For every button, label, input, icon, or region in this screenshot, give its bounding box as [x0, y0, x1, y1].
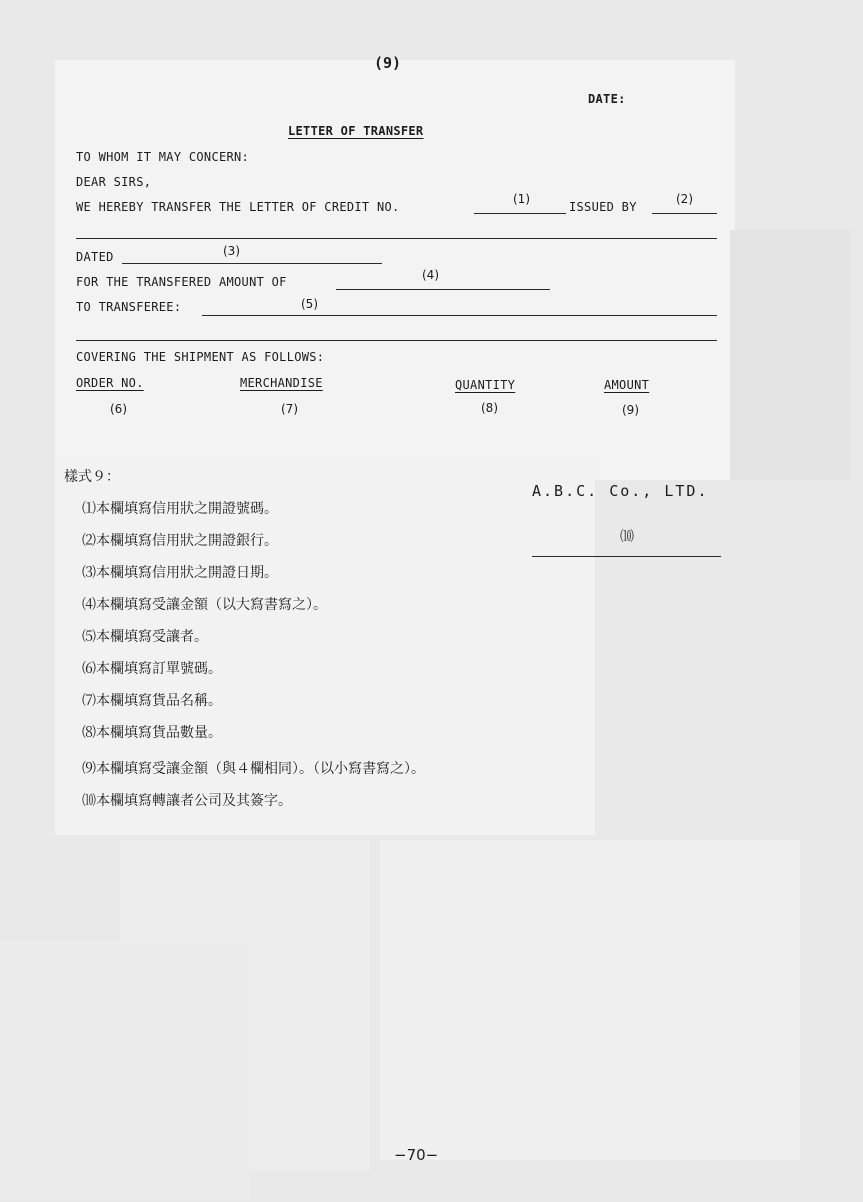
- issuing-bank-field: [652, 213, 717, 214]
- transferee-field-continued: [76, 340, 717, 341]
- date-label: DATE:: [588, 92, 626, 106]
- field-4-marker: (4): [422, 268, 439, 282]
- covering-label: COVERING THE SHIPMENT AS FOLLOWS:: [76, 350, 325, 364]
- dated-field: [122, 263, 382, 264]
- paper-patch: [730, 230, 850, 480]
- field-3-marker: (3): [223, 244, 240, 258]
- transferee-field: [202, 315, 717, 316]
- note-item: ⑼本欄填寫受讓金額（與４欄相同）。（以小寫書寫之）。: [82, 761, 425, 777]
- column-header-merchandise: MERCHANDISE: [240, 376, 323, 390]
- issuing-bank-field-continued: [76, 238, 717, 239]
- paper-patch: [55, 60, 735, 480]
- document-title: LETTER OF TRANSFER: [288, 124, 424, 138]
- form-label: 樣式９：: [64, 469, 120, 485]
- note-item: ⑶本欄填寫信用狀之開證日期。: [82, 565, 278, 581]
- field-8-marker: (8): [481, 401, 498, 415]
- column-header-quantity: QUANTITY: [455, 378, 516, 392]
- page-number: −70−: [394, 1146, 439, 1164]
- page-marker: (9): [374, 54, 402, 72]
- column-header-order-no: ORDER NO.: [76, 376, 144, 390]
- signature-line: [532, 556, 721, 557]
- transferred-amount-label: FOR THE TRANSFERED AMOUNT OF: [76, 275, 287, 289]
- transferee-label: TO TRANSFEREE:: [76, 300, 182, 314]
- paper-patch: [380, 840, 800, 1160]
- field-6-marker: (6): [110, 402, 127, 416]
- note-item: ⑴本欄填寫信用狀之開證號碼。: [82, 501, 278, 517]
- greeting-line-1: TO WHOM IT MAY CONCERN:: [76, 150, 250, 164]
- field-5-marker: (5): [301, 297, 318, 311]
- paper-patch: [0, 940, 250, 1200]
- field-2-marker: (2): [676, 192, 693, 206]
- note-item: ⑷本欄填寫受讓金額（以大寫書寫之）。: [82, 597, 327, 613]
- column-header-amount: AMOUNT: [604, 378, 650, 392]
- greeting-line-2: DEAR SIRS,: [76, 175, 152, 189]
- transfer-statement: WE HEREBY TRANSFER THE LETTER OF CREDIT NO.: [76, 200, 400, 214]
- note-item: ⑻本欄填寫貨品數量。: [82, 725, 222, 741]
- issued-by-label: ISSUED BY: [569, 200, 637, 214]
- lc-number-field: [474, 213, 566, 214]
- note-item: ⑸本欄填寫受讓者。: [82, 629, 208, 645]
- field-1-marker: (1): [513, 192, 530, 206]
- note-item: ⑵本欄填寫信用狀之開證銀行。: [82, 533, 278, 549]
- note-item: ⑹本欄填寫訂單號碼。: [82, 661, 222, 677]
- transferred-amount-field: [336, 289, 550, 290]
- field-10-marker: ⑽: [620, 529, 634, 545]
- company-name: A.B.C. Co., LTD.: [532, 482, 709, 500]
- field-7-marker: (7): [281, 402, 298, 416]
- field-9-marker: (9): [622, 403, 639, 417]
- note-item: ⑺本欄填寫貨品名稱。: [82, 693, 222, 709]
- note-item: ⑽本欄填寫轉讓者公司及其簽字。: [82, 793, 292, 809]
- dated-label: DATED: [76, 250, 114, 264]
